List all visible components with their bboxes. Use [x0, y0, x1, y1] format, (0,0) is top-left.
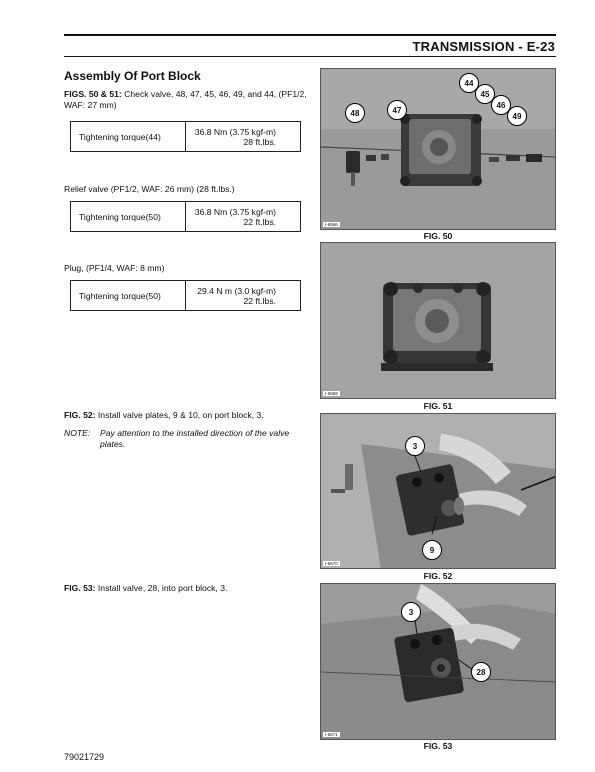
note-line1: Pay attention to the installed direction of the valve — [100, 428, 290, 438]
note-label: NOTE: — [64, 428, 91, 438]
callout-47: 47 — [387, 100, 407, 120]
callout-44: 44 — [459, 73, 479, 93]
fig51-photo-code: I-6569 — [325, 391, 338, 396]
torque-imperial: 22 ft.lbs. — [243, 295, 276, 306]
callout-3: 3 — [405, 436, 425, 456]
relief-valve-text: Relief valve (PF1/2, WAF: 26 mm) (28 ft.lbs.) — [64, 184, 235, 194]
fig51-photo — [320, 242, 556, 399]
torque-table-44 — [70, 121, 301, 152]
callout-45: 45 — [475, 84, 495, 104]
callout-48: 48 — [345, 103, 365, 123]
callout-9: 9 — [422, 540, 442, 560]
fig53-instruction — [64, 583, 227, 594]
page-header-title: TRANSMISSION - E-23 — [412, 39, 555, 54]
note-line2: plates. — [100, 439, 126, 449]
torque-metric: 36.8 Nm (3.75 kgf-m) — [194, 126, 276, 137]
torque-value — [186, 202, 301, 232]
fig53-label: FIG. 53: — [64, 583, 96, 593]
fig52-instruction — [64, 410, 264, 421]
intro-text: Check valve, 48, 47, 45, 46, 49, and 44, (PF1/2, WAF: 27 mm) — [64, 89, 307, 110]
note — [64, 428, 304, 450]
section-title: Assembly Of Port Block — [64, 69, 201, 83]
fig50-photo-code: I-6566 — [325, 222, 338, 227]
callout-3: 3 — [401, 602, 421, 622]
torque-metric: 29.4 N m (3.0 kgf-m) — [197, 285, 276, 296]
torque-table-50-plug — [70, 280, 301, 311]
fig51-caption: FIG. 51 — [423, 401, 453, 411]
torque-table-50-relief — [70, 201, 301, 232]
fig53-caption: FIG. 53 — [423, 741, 453, 751]
fig50-photo — [320, 68, 556, 230]
torque-value — [186, 122, 301, 152]
torque-imperial: 22 ft.lbs. — [243, 216, 276, 227]
torque-label: Tightening torque(50) — [71, 202, 186, 232]
fig52-text: Install valve plates, 9 & 10, on port block, 3. — [95, 410, 264, 420]
fig52-photo — [320, 413, 556, 569]
footer-doc-number: 79021729 — [64, 752, 105, 762]
callout-28: 28 — [471, 662, 491, 682]
fig53-illustration — [321, 584, 556, 740]
fig51-illustration — [321, 243, 556, 399]
header-rule-top — [64, 34, 556, 36]
callout-46: 46 — [491, 95, 511, 115]
intro-label: FIGS. 50 & 51: — [64, 89, 122, 99]
torque-metric: 36.8 Nm (3.75 kgf-m) — [194, 206, 276, 217]
fig52-caption: FIG. 52 — [423, 571, 453, 581]
fig50-caption: FIG. 50 — [423, 231, 453, 241]
fig53-text: Install valve, 28, into port block, 3. — [95, 583, 228, 593]
torque-label: Tightening torque(44) — [71, 122, 186, 152]
torque-value — [186, 281, 301, 311]
fig53-photo — [320, 583, 556, 740]
fig52-label: FIG. 52: — [64, 410, 96, 420]
fig53-photo-code: I-6571 — [325, 732, 338, 737]
intro-paragraph — [64, 89, 309, 111]
fig52-photo-code: I-6570 — [325, 561, 338, 566]
torque-label: Tightening torque(50) — [71, 281, 186, 311]
fig50-illustration — [321, 69, 556, 230]
header-rule-bottom — [64, 56, 556, 57]
callout-49: 49 — [507, 106, 527, 126]
plug-text: Plug, (PF1/4, WAF: 8 mm) — [64, 263, 165, 273]
torque-imperial: 28 ft.lbs. — [243, 136, 276, 147]
